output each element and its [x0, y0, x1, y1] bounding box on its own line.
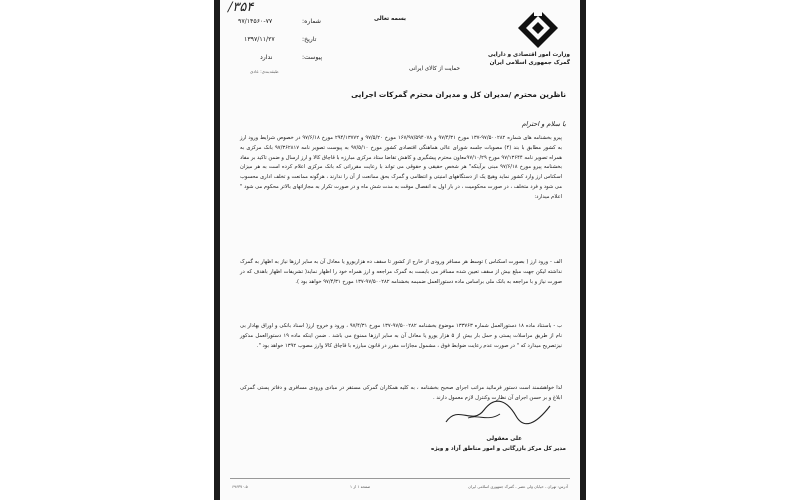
- attachment-label: پیوست:: [302, 54, 323, 61]
- body-paragraph-final: لذا خواهشمند است دستور فرمائید مراتب اجرای صحیح بخشنامه ، به کلیه همکاران گمرکی مستقر در مبادی ورودی مسافری و دفاتر پستی گمرکی ابلاغ و بر حسن اجرای آن نظارت وکنترل لازم معمول دارند .: [240, 385, 562, 401]
- attachment-value: ندارد: [260, 54, 273, 61]
- date-label: تاریخ:: [302, 36, 317, 43]
- customs-logo-icon: [514, 6, 562, 52]
- footer-page: صفحه ۱ از ۱: [350, 484, 371, 489]
- header-bismillah: بسمه تعالی: [373, 16, 406, 22]
- right-frame-border: [580, 0, 586, 500]
- signature-image: [438, 396, 558, 430]
- top-handwritten-number: ۳۵۴/: [228, 0, 254, 15]
- footer-code: ۶۹۶۳۷۰-۵: [232, 484, 248, 489]
- signatory-title: مدیر کل مرکز بازرگانی و امور مناطق آزاد و ویژه: [431, 446, 566, 452]
- body-paragraph-1: پیرو بخشنامه های شماره ۹۷/۵۰۰۲۸۲-۱۳۷ مورخ ۹۷/۴/۳۱ و ۱۶۷/۹۷/۵۹۴۰۷۸ مورخ ۹۷/۵/۲۰ و ۲۹۴/۱۳۷۷۲ مورخ ۹۷/۶/۱۸ در خصوص شرایط ورود ارز به کشور مطابق با بند (۴) مصوبات جلسه شورای عالی هماهنگی اقتصادی کشور مورخ ۹۷/۵/۱۰ به پیوست تصویر نامه ۹۷/۳۶۲۸۱۷ بانک مرکزی به همراه تصویر نامه ۹۷/۱۳۶۴۴ مورخ ۹۷/۱۰/۲۹معاون محترم پیشگیری و کاهش تقاضا ستاد مرکزی مبارزه با قاچاق کالا و ارز ارسال و ضمن تاکید بر مفاد بخشنامه پیرو مورخ ۹۷/۶/۱۸ مبنی برآینکه" هر شخص حقیقی و حقوقی می تواند با رعایت مقرراتی که بانک مرکزی اعلام کرده است به هر میزان اسکناس ارز وارد کشور نماید وهیچ یک از دستگاههای امنیتی و انتظامی و گمرک بحق ممانعت از آن را ندارند ، هرگونه ممانعت و تخلف اداری محسوب می شود و فرد متخلف ، در صورت محکومیت ، در بار اول به انفصال موقت به مدت شش ماه و در صورت تکرار به مجازاتهای بالاتر محکوم می شود " اعلام میدارد:: [240, 135, 563, 200]
- org-name-line1: وزارت امور اقتصادی و دارایی: [488, 52, 570, 58]
- body-paragraph-alef: الف - ورود ارز ( بصورت اسکناس ) توسط هر مسافر ورودی از خارج از کشور تا سقف ده هزاریورو یا معادل آن به سایر ارزها نیاز به اظهار به گمرک نداشته لیکن جهت مبلغ بیش از سقف تعیین شده مسافر می بایست به گمرک مراجعه و ارز همراه خود را اظهار نماید( تشریفات اظهار باهدف که در صورت نیاز و با مراجعه به بانک ملی براساس ماده دستورالعمل ضمیمه بخشنامه ۹۷/۵۰۰۲۸۲-۱۳۷ مورخ ۹۷/۴/۳۱ خواهد بود ).: [240, 259, 562, 285]
- addressee-line: ناظرین محترم /مدیران کل و مدیران محترم گمرکات اجرایی: [351, 90, 566, 99]
- slogan: حمایت از کالای ایرانی: [409, 66, 460, 72]
- date-value: ۱۳۹۷/۱۱/۲۷: [244, 36, 275, 43]
- org-name-line2: گمرک جمهوری اسلامی ایران: [489, 60, 570, 66]
- classification-note: طبقه‌بندی: عادی: [250, 69, 279, 74]
- footer-address: آدرس: تهران - خیابان ولی عصر - گمرک جمهوری اسلامی ایران: [468, 484, 568, 489]
- signatory-name: علی معقولی: [486, 436, 522, 442]
- number-value: ۹۷/۱۴۵۶۰-۷۷: [238, 18, 273, 25]
- greeting: با سلام و احترام: [521, 120, 566, 128]
- footer-divider: [230, 478, 570, 479]
- letter-page: [220, 0, 580, 500]
- body-paragraph-be: ب - باستناد ماده ۱۸ دستورالعمل شماره ۱۳۳۷۶۳ موضوع بخشنامه ۹۷/۵۰۰۲۸۲-۱۳۷ مورخ ۹۷/۴/۳۱ ، ورود و خروج ارز( اسناد بانکی و اوراق بهادار بی نام از طریق مراسلات پستی و حمل بار بیش از ۵ هزار یورو یا معادل آن به سایر ارزها ممنوع می باشد . ضمن اینکه ماده ۱۹ دستورالعمل مذکور نیزتصریح میدارد که " در صورت عدم رعایت ضوابط فوق ، مشمول مجازات مقرر در قانون مبارزه با قاچاق کالا وارز مصوب ۱۳۹۲ خواهد بود ".: [240, 323, 562, 349]
- number-label: شماره:: [302, 18, 321, 25]
